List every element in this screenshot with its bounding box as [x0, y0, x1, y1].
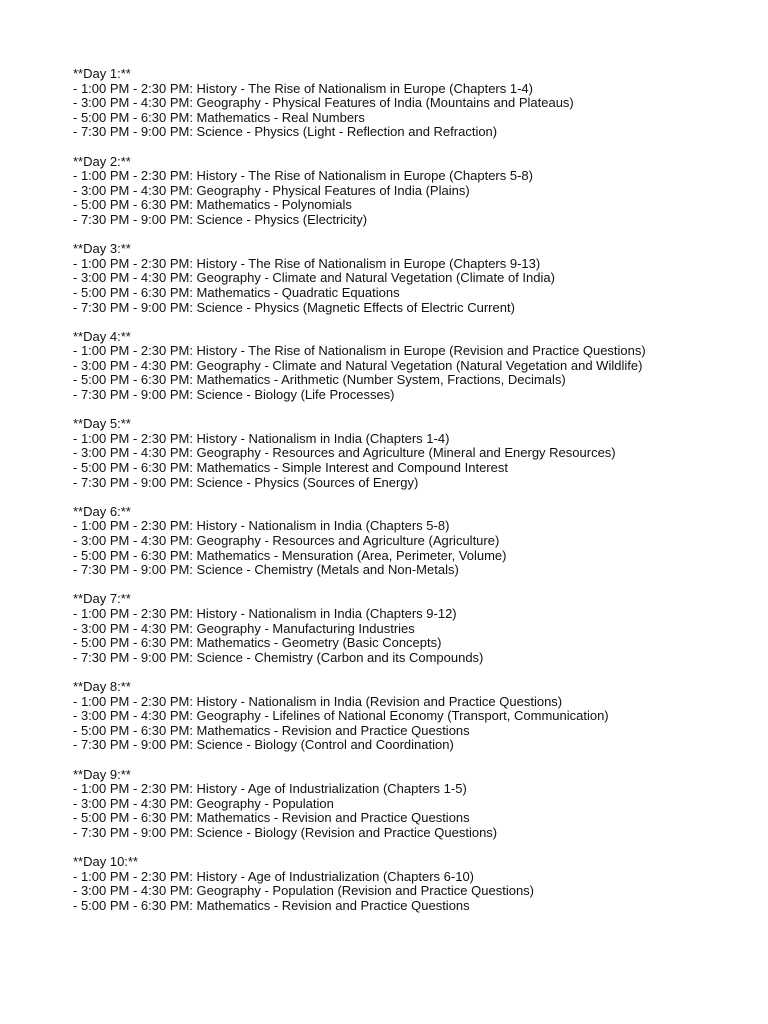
- schedule-item: - 5:00 PM - 6:30 PM: Mathematics - Simple Interest and Compound Interest: [73, 460, 508, 476]
- schedule-item: - 1:00 PM - 2:30 PM: History - Age of Industrialization (Chapters 6-10): [73, 868, 475, 884]
- schedule-item: - 7:30 PM - 9:00 PM: Science - Chemistry (Metals and Non-Metals): [73, 562, 459, 578]
- schedule-item: - 3:00 PM - 4:30 PM: Geography - Physical Features of India (Mountains and Plateaus): [73, 95, 574, 111]
- schedule-item: - 5:00 PM - 6:30 PM: Mathematics - Revision and Practice Questions: [73, 897, 470, 913]
- schedule-item: - 3:00 PM - 4:30 PM: Geography - Physical Features of India (Plains): [73, 182, 470, 198]
- day-block-7: [73, 592, 683, 665]
- schedule-item: - 3:00 PM - 4:30 PM: Geography - Lifelines of National Economy (Transport, Communication): [73, 708, 609, 724]
- schedule-item: - 5:00 PM - 6:30 PM: Mathematics - Real Numbers: [73, 109, 365, 125]
- day-heading: **Day 1:**: [73, 66, 131, 81]
- schedule-item: - 1:00 PM - 2:30 PM: History - The Rise of Nationalism in Europe (Chapters 1-4): [73, 80, 533, 96]
- schedule-item: - 7:30 PM - 9:00 PM: Science - Chemistry (Carbon and its Compounds): [73, 649, 484, 665]
- schedule-item: - 7:30 PM - 9:00 PM: Science - Physics (Sources of Energy): [73, 474, 419, 490]
- schedule-item: - 5:00 PM - 6:30 PM: Mathematics - Mensuration (Area, Perimeter, Volume): [73, 547, 507, 563]
- day-block-9: [73, 768, 683, 841]
- schedule-item: - 3:00 PM - 4:30 PM: Geography - Climate and Natural Vegetation (Natural Vegetation and Wildlife): [73, 357, 643, 373]
- day-block-6: [73, 505, 683, 578]
- day-block-5: [73, 417, 683, 490]
- schedule-item: - 7:30 PM - 9:00 PM: Science - Biology (Life Processes): [73, 387, 395, 403]
- schedule-item: - 3:00 PM - 4:30 PM: Geography - Climate and Natural Vegetation (Climate of India): [73, 270, 555, 286]
- day-heading: **Day 4:**: [73, 328, 131, 344]
- day-heading: **Day 5:**: [73, 416, 131, 432]
- schedule-item: - 7:30 PM - 9:00 PM: Science - Physics (Magnetic Effects of Electric Current): [73, 299, 515, 315]
- day-heading: **Day 7:**: [73, 591, 131, 607]
- schedule-item: - 1:00 PM - 2:30 PM: History - Nationalism in India (Chapters 5-8): [73, 518, 450, 534]
- schedule-item: - 3:00 PM - 4:30 PM: Geography - Manufacturing Industries: [73, 620, 415, 636]
- schedule-item: - 7:30 PM - 9:00 PM: Science - Biology (Revision and Practice Questions): [73, 824, 498, 840]
- schedule-item: - 1:00 PM - 2:30 PM: History - Nationalism in India (Revision and Practice Questions): [73, 693, 563, 709]
- schedule-item: - 1:00 PM - 2:30 PM: History - Age of Industrialization (Chapters 1-5): [73, 781, 467, 797]
- schedule-item: - 5:00 PM - 6:30 PM: Mathematics - Revision and Practice Questions: [73, 722, 470, 738]
- day-heading: **Day 9:**: [73, 766, 131, 782]
- day-heading: **Day 2:**: [73, 153, 131, 169]
- day-heading: **Day 6:**: [73, 503, 131, 519]
- day-block-8: [73, 680, 683, 753]
- schedule-item: - 1:00 PM - 2:30 PM: History - Nationalism in India (Chapters 1-4): [73, 430, 450, 446]
- schedule-item: - 1:00 PM - 2:30 PM: History - The Rise of Nationalism in Europe (Chapters 9-13): [73, 255, 541, 271]
- schedule-item: - 5:00 PM - 6:30 PM: Mathematics - Polynomials: [73, 197, 352, 213]
- schedule-item: - 5:00 PM - 6:30 PM: Mathematics - Revision and Practice Questions: [73, 810, 470, 826]
- day-block-2: [73, 155, 683, 228]
- schedule-item: - 5:00 PM - 6:30 PM: Mathematics - Geometry (Basic Concepts): [73, 635, 442, 651]
- schedule-item: - 1:00 PM - 2:30 PM: History - Nationalism in India (Chapters 9-12): [73, 605, 457, 621]
- day-heading: **Day 3:**: [73, 241, 131, 257]
- schedule-item: - 5:00 PM - 6:30 PM: Mathematics - Quadratic Equations: [73, 284, 400, 300]
- day-block-1: [73, 67, 683, 140]
- schedule-item: - 3:00 PM - 4:30 PM: Geography - Population (Revision and Practice Questions): [73, 883, 534, 899]
- day-block-4: [73, 330, 683, 403]
- day-block-3: [73, 242, 683, 315]
- schedule-item: - 3:00 PM - 4:30 PM: Geography - Population: [73, 795, 334, 811]
- day-block-10: [73, 855, 683, 913]
- day-heading: **Day 10:**: [73, 854, 139, 870]
- schedule-item: - 5:00 PM - 6:30 PM: Mathematics - Arithmetic (Number System, Fractions, Decimals): [73, 372, 566, 388]
- schedule-item: - 1:00 PM - 2:30 PM: History - The Rise of Nationalism in Europe (Chapters 5-8): [73, 168, 533, 184]
- schedule-item: - 1:00 PM - 2:30 PM: History - The Rise of Nationalism in Europe (Revision and Practice Questions): [73, 343, 646, 359]
- day-heading: **Day 8:**: [73, 678, 131, 694]
- study-schedule-document: [73, 67, 683, 928]
- schedule-item: - 3:00 PM - 4:30 PM: Geography - Resources and Agriculture (Mineral and Energy Resources): [73, 445, 616, 461]
- schedule-item: - 7:30 PM - 9:00 PM: Science - Biology (Control and Coordination): [73, 737, 454, 753]
- schedule-item: - 7:30 PM - 9:00 PM: Science - Physics (Light - Reflection and Refraction): [73, 124, 498, 140]
- schedule-item: - 7:30 PM - 9:00 PM: Science - Physics (Electricity): [73, 211, 368, 227]
- schedule-item: - 3:00 PM - 4:30 PM: Geography - Resources and Agriculture (Agriculture): [73, 533, 500, 548]
